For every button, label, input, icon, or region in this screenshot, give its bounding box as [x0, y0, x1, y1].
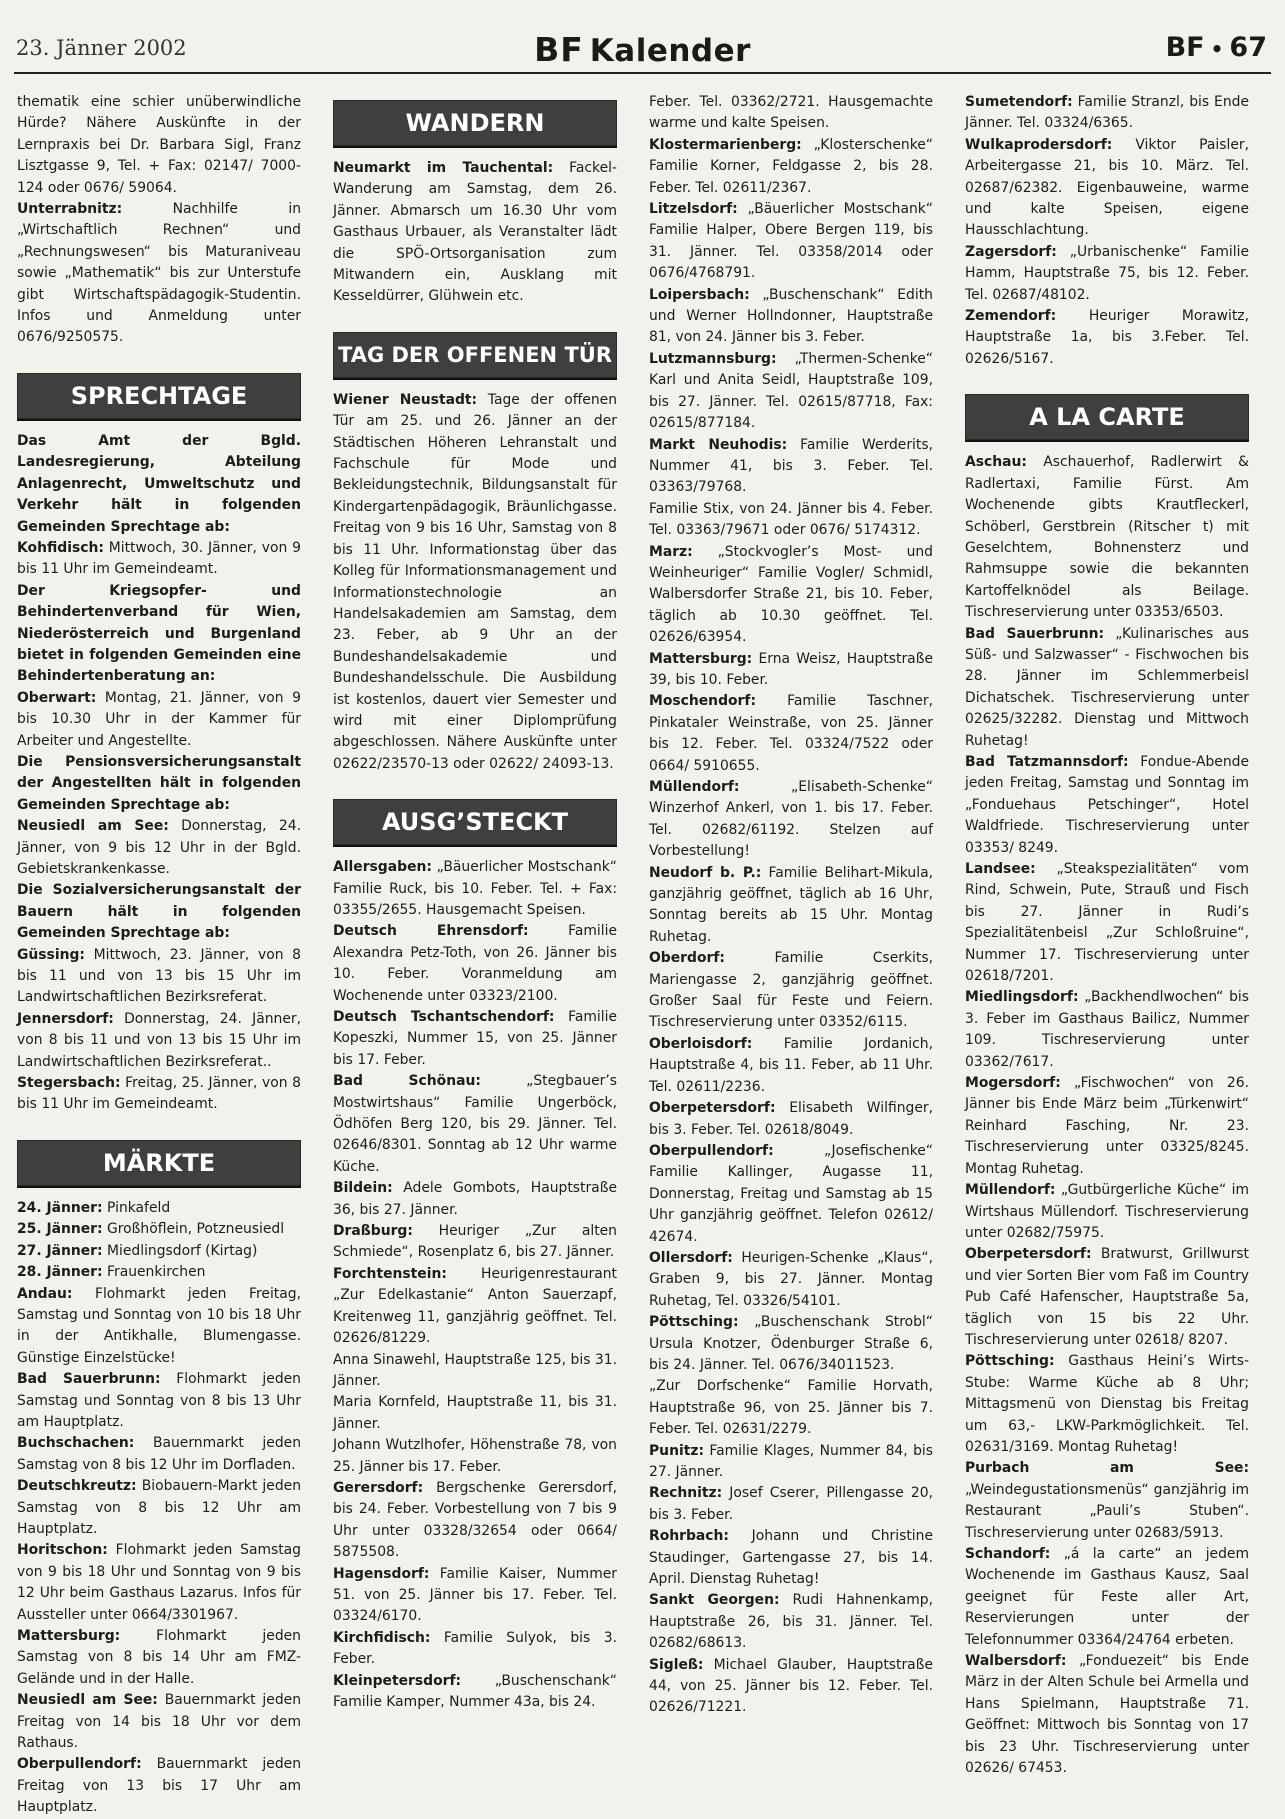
entry-text: Familie Cserkits, Mariengasse 2, ganzjährig geöffnet. Großer Saal für Feste und Feiern. Tischreservierung unter 03352/6115.	[649, 950, 933, 1031]
entry-place: Wulkaprodersdorf:	[965, 136, 1113, 153]
entry-text: „Steakspezialitäten“ vom Rind, Schwein, Pute, Strauß und Fisch bis 27. Jänner in Rudi’s Spezialitätenbeisl „Zur Schloßruine“, Nummer 17. Tischreservierung unter 02618/7201.	[965, 861, 1249, 985]
calendar-entry	[17, 1433, 301, 1476]
section-title-a-la-carte: A LA CARTE	[965, 394, 1249, 442]
calendar-entry	[965, 1244, 1249, 1351]
entry-text: „Buschenschank Strobl“ Ursula Knotzer, Ödenburger Straße 6, bis 24. Jänner. Tel. 0676/34011523.	[649, 1314, 933, 1373]
entry-place: Forchtenstein:	[333, 1265, 447, 1282]
entry-text: Flohmarkt jeden Samstag von 9 bis 18 Uhr und Sonntag von 9 bis 12 Uhr beim Gasthaus Lazarus. Infos für Aussteller unter 0664/3301967.	[17, 1542, 301, 1623]
entry-text: Josef Cserer, Pillengasse 20, bis 3. Feber.	[649, 1485, 933, 1523]
entry-text: Familie Stix, von 24. Jänner bis 4. Feber. Tel. 03363/79671 oder 0676/ 5174312.	[649, 500, 933, 539]
offene-tuer-entries	[333, 390, 617, 775]
calendar-entry	[965, 987, 1249, 1073]
calendar-entry	[965, 624, 1249, 752]
entry-text: Flohmarkt jeden Freitag, Samstag und Sonntag von 10 bis 18 Uhr in der Antikhalle, Blumengasse. Günstige Einzelstücke!	[17, 1285, 301, 1366]
calendar-entry	[17, 1262, 301, 1283]
entry-place: Markt Neuhodis:	[649, 436, 788, 453]
entry-place: Zemendorf:	[965, 308, 1057, 325]
entry-text: Viktor Paisler, Arbeitergasse 21, bis 10. März. Tel. 02687/62382. Eigenbauweine, warme und kalte Speisen, eigene Hausschlachtung.	[965, 136, 1249, 239]
ausgsteckt-continued-entries	[649, 92, 933, 1719]
entry-text: Familie Klages, Nummer 84, bis 27. Jänner.	[649, 1442, 933, 1480]
entry-text: Aschauerhof, Radlerwirt & Radlertaxi, Familie Fürst. Am Wochenende gibts Krautfleckerl, Schöberl, Gerstbrein (Ritscher t) mit Geselchtem, Bohnensterz und Rahmsuppe sowie die bekannten Kartoffelknödel als Beilage. Tischreservierung unter 03353/6503.	[965, 454, 1249, 621]
calendar-entry	[649, 1590, 933, 1654]
calendar-entry	[649, 1526, 933, 1590]
calendar-entry	[333, 1671, 617, 1714]
calendar-entry	[333, 1564, 617, 1628]
ausgsteckt-continued-entries-2	[965, 92, 1249, 370]
entry-text: „Bäuerlicher Mostschank“ Familie Halper, Obere Bergen 119, bis 31. Jänner. Tel. 03358/2014 oder 0676/4768791.	[649, 201, 933, 282]
page-header	[14, 30, 1271, 74]
calendar-entry	[965, 859, 1249, 987]
calendar-entry	[649, 499, 933, 542]
entry-place: Bad Tatzmannsdorf:	[965, 753, 1129, 770]
calendar-entry	[17, 1073, 301, 1116]
brand-logo: BF	[534, 30, 584, 69]
entry-text: „Gutbürgerliche Küche“ im Wirtshaus Müllendorf. Tischreservierung unter 02682/75975.	[965, 1182, 1249, 1241]
entry-place: Kirchfidisch:	[333, 1629, 431, 1646]
entry-text: Familie Sulyok, bis 3. Feber.	[333, 1629, 617, 1668]
entry-text: Mittwoch, 30. Jänner, von 9 bis 11 Uhr im Gemeindeamt.	[17, 539, 301, 578]
entry-text: Adele Gombots, Hauptstraße 36, bis 27. Jänner.	[333, 1180, 617, 1218]
calendar-entry	[965, 135, 1249, 242]
calendar-entry	[333, 857, 617, 921]
entry-text: Fackel-Wanderung am Samstag, dem 26. Jänner. Abmarsch um 16.30 Uhr vom Gasthaus Urbauer, als Veranstalter lädt die SPÖ-Ortsorganisation zum Mitwandern ein, Ausklang mit Kesseldürrer, Glühwein etc.	[333, 160, 617, 305]
entry-text: Flohmarkt jeden Samstag und Sonntag von 8 bis 13 Uhr am Hauptplatz.	[17, 1371, 301, 1430]
entry-text: Gasthaus Heini’s Wirts-Stube: Warme Küche ab 8 Uhr; Mittagsmenü von Dienstag bis Freitag um 63,- LKW-Parkmöglichkeit. Tel. 02631/3169. Montag Ruhetag!	[965, 1353, 1249, 1455]
calendar-entry	[333, 1264, 617, 1350]
entry-text: „Stockvogler’s Most- und Weinheuriger“ Familie Vogler/ Schmidl, Walbersdorfer Straße 21, bis 10. Feber, täglich ab 10.30 geöffnet. Tel. 02626/63954.	[649, 543, 933, 646]
calendar-entry	[17, 1284, 301, 1370]
entry-text: Bauernmarkt jeden Samstag von 8 bis 12 Uhr im Dorfladen.	[17, 1435, 301, 1473]
entry-place: Wiener Neustadt:	[333, 391, 478, 408]
entry-place: Bildein:	[333, 1180, 393, 1197]
entry-place: Müllendorf:	[649, 779, 740, 795]
entry-place: Sankt Georgen:	[649, 1592, 780, 1609]
calendar-entry	[333, 1221, 617, 1264]
entry-place: Oberloisdorf:	[649, 1035, 753, 1052]
calendar-entry	[17, 1690, 301, 1754]
entry-text: „Weindegustationsmenüs“ ganzjährig im Restaurant „Pauli’s Stuben“. Tischreservierung unter 02683/5913.	[965, 1481, 1249, 1541]
entry-place: Güssing:	[17, 946, 85, 963]
entry-text: Flohmarkt jeden Samstag von 8 bis 14 Uhr am FMZ-Gelände und in der Halle.	[17, 1628, 301, 1687]
entry-place: Walbersdorf:	[965, 1653, 1067, 1670]
calendar-entry	[333, 1478, 617, 1564]
entry-place: Müllendorf:	[965, 1182, 1056, 1199]
page-separator: •	[1210, 36, 1224, 61]
entry-place: Sigleß:	[649, 1656, 704, 1673]
entry-place: Rechnitz:	[649, 1485, 723, 1502]
entry-text: Bratwurst, Grillwurst und vier Sorten Bier vom Faß im Country Pub Café Hafenscher, Hauptstraße 5a, täglich von 15 bis 22 Uhr. Tischreservierung unter 02618/ 8207.	[965, 1246, 1249, 1348]
calendar-entry	[333, 1392, 617, 1435]
calendar-entry	[17, 581, 301, 688]
page-number: 67	[1229, 32, 1267, 63]
entry-text: Mittwoch, 23. Jänner, von 8 bis 11 und von 13 bis 15 Uhr im Landwirtschaftlichen Bezirksreferat.	[17, 946, 301, 1006]
entry-place: Draßburg:	[333, 1223, 413, 1240]
calendar-entry	[649, 349, 933, 435]
entry-text: „Josefischenke“ Familie Kallinger, Augasse 11, Donnerstag, Freitag und Samstag ab 15 Uhr ganzjährig geöffnet. Telefon 02612/ 42674.	[649, 1142, 933, 1245]
a-la-carte-entries	[965, 452, 1249, 1779]
entry-text: Familie Kaiser, Nummer 51. von 25. Jänner bis 17. Feber. Tel. 03324/6170.	[333, 1565, 617, 1625]
entry-place: Litzelsdorf:	[649, 201, 738, 218]
calendar-entry	[965, 452, 1249, 623]
page-number-block	[1166, 32, 1267, 63]
entry-place: Mogersdorf:	[965, 1075, 1061, 1092]
entry-text: „Elisabeth-Schenke“ Winzerhof Ankerl, von 1. bis 17. Feber. Tel. 02682/61192. Stelzen auf Vorbestellung!	[649, 779, 933, 860]
entry-place: Punitz:	[649, 1442, 704, 1459]
entry-place: Hagensdorf:	[333, 1565, 430, 1582]
entry-text: Familie Werderits, Nummer 41, bis 3. Feber. Tel. 03363/79768.	[649, 436, 933, 496]
entry-place: Sumetendorf:	[965, 94, 1073, 110]
calendar-entry	[17, 752, 301, 816]
entry-place: Oberpullendorf:	[649, 1142, 774, 1159]
entry-text: „Bäuerlicher Mostschank“ Familie Ruck, bis 10. Feber. Tel. + Fax: 03355/2655. Hausgemacht Speisen.	[333, 859, 617, 918]
section-title-wandern: WANDERN	[333, 100, 617, 148]
entry-place: Neudorf b. P.:	[649, 864, 762, 881]
text-paragraph: thematik eine schier unüberwindliche Hürde? Nähere Auskünfte in der Lernpraxis bei Dr. Barbara Sigl, Franz Lisztgasse 9, Tel. + Fax: 02147/ 7000-124 oder 0676/ 59064.	[17, 94, 301, 196]
calendar-entry	[649, 1483, 933, 1526]
entry-text: „Fonduezeit“ bis Ende März in der Alten Schule bei Armella und Hans Spielmann, Hauptstraße 71. Geöffnet: Mittwoch bis Sonntag von 17 bis 23 Uhr. Tischreservierung unter 02626/ 67453.	[965, 1653, 1249, 1777]
entry-text: Bergschenke Gerersdorf, bis 24. Feber. Vorbestellung von 7 bis 9 Uhr unter 03328/32654 oder 0664/ 5875508.	[333, 1479, 617, 1561]
entry-place: Mattersburg:	[17, 1628, 121, 1644]
entry-text: Johann und Christine Staudinger, Gartengasse 27, bis 14. April. Dienstag Ruhetag!	[649, 1528, 933, 1588]
entry-place: Zagersdorf:	[965, 243, 1057, 260]
calendar-entry	[649, 1141, 933, 1248]
entry-lead: Das Amt der Bgld. Landesregierung, Abteilung Anlagenrecht, Umweltschutz und Verkehr hält in folgenden Gemeinden Sprechtage ab:	[17, 432, 301, 535]
entry-place: Bad Sauerbrunn:	[965, 625, 1105, 642]
entry-text: „Stegbauer’s Mostwirtshaus“ Familie Ungerböck, Ödhöfen Berg 120, bis 29. Jänner. Tel. 02646/8301. Sonntag ab 12 Uhr warme Küche.	[333, 1073, 617, 1175]
entry-place: Neusiedl am See:	[17, 1692, 158, 1709]
entry-place: Rohrbach:	[649, 1528, 729, 1545]
calendar-entry	[965, 306, 1249, 370]
calendar-entry	[965, 1351, 1249, 1458]
calendar-entry	[17, 880, 301, 944]
intro-block	[17, 92, 301, 199]
calendar-entry	[965, 92, 1249, 135]
entry-place: Schandorf:	[965, 1546, 1051, 1562]
calendar-entry	[649, 1248, 933, 1312]
entry-text: Donnerstag, 24. Jänner, von 8 bis 11 und von 13 bis 15 Uhr im Landwirtschaftlichen Bezirksreferat..	[17, 1010, 301, 1070]
entry-text: Elisabeth Wilfinger, bis 3. Feber. Tel. 02618/8049.	[649, 1100, 933, 1138]
calendar-entry	[333, 1178, 617, 1221]
entry-text: Rudi Hahnenkamp, Hauptstraße 26, bis 31. Jänner. Tel. 02682/68613.	[649, 1592, 933, 1652]
entry-place: 27. Jänner:	[17, 1242, 103, 1259]
calendar-entry	[333, 1071, 617, 1178]
calendar-entry	[649, 285, 933, 349]
entry-place: Ollersdorf:	[649, 1249, 733, 1266]
entry-place: Klostermarienberg:	[649, 136, 802, 153]
entry-place: Deutsch Ehrensdorf:	[333, 923, 529, 940]
calendar-entry	[649, 948, 933, 1034]
section-heading	[14, 30, 1271, 69]
entry-text: Feber. Tel. 03362/2721. Hausgemachte warme und kalte Speisen.	[649, 94, 933, 132]
calendar-entry	[17, 431, 301, 538]
calendar-entry	[649, 1376, 933, 1440]
calendar-entry	[965, 1073, 1249, 1180]
entry-text: Bauernmarkt jeden Freitag von 13 bis 17 Uhr am Hauptplatz.	[17, 1756, 301, 1816]
calendar-entry	[649, 691, 933, 777]
calendar-entry	[965, 1544, 1249, 1651]
entry-text: Familie Belihart-Mikula, ganzjährig geöffnet, täglich ab 16 Uhr, Sonntag bereits ab 15 Uhr. Montag Ruhetag.	[649, 864, 933, 945]
entry-place: Oberwart:	[17, 689, 97, 706]
entry-place: Kohfidisch:	[17, 539, 104, 556]
entry-place: Horitschon:	[17, 1542, 108, 1559]
entry-place: 25. Jänner:	[17, 1221, 103, 1238]
entry-place: Deutschkreutz:	[17, 1478, 137, 1495]
entry-place: Bad Schönau:	[333, 1073, 481, 1090]
calendar-entry	[17, 1009, 301, 1073]
entry-text: Michael Glauber, Hauptstraße 44, von 25. Jänner bis 12. Feber. Tel. 02626/71221.	[649, 1656, 933, 1716]
calendar-entry	[649, 777, 933, 863]
calendar-entry	[649, 135, 933, 199]
calendar-entry	[649, 199, 933, 285]
entry-text: Fondue-Abende jeden Freitag, Samstag und Sonntag im „Fonduehaus Petschinger“, Hotel Waldfriede. Tischreservierung unter 03353/ 8249.	[965, 753, 1249, 856]
calendar-entry	[649, 92, 933, 135]
entry-text: „Buschenschank“ Edith und Werner Hollndonner, Hauptstraße 81, von 24. Jänner bis 3. Feber.	[649, 286, 933, 346]
calendar-entry	[649, 1098, 933, 1141]
entry-lead: Die Sozialversicherungsanstalt der Bauern hält in folgenden Gemeinden Sprechtage ab:	[17, 882, 301, 942]
entry-place: Gerersdorf:	[333, 1479, 424, 1496]
entry-text: Heurigen-Schenke „Klaus“, Graben 9, bis 27. Jänner. Montag Ruhetag, Tel. 03326/54101.	[649, 1249, 933, 1309]
calendar-entry	[649, 1312, 933, 1376]
calendar-entry	[17, 1626, 301, 1690]
entry-text: Heurigenrestaurant „Zur Edelkastanie“ Anton Sauerzapf, Kreitenweg 11, ganzjährig geöffnet. Tel. 02626/81229.	[333, 1265, 617, 1347]
entry-place: Loipersbach:	[649, 286, 750, 303]
calendar-entry	[17, 1241, 301, 1262]
calendar-entry	[17, 1369, 301, 1433]
entry-text: Familie Stranzl, bis Ende Jänner. Tel. 03324/6365.	[965, 94, 1249, 132]
calendar-entry	[965, 752, 1249, 859]
entry-place: Mattersburg:	[649, 650, 753, 667]
calendar-entry	[17, 945, 301, 1009]
entry-place: Neumarkt im Tauchental:	[333, 160, 554, 176]
calendar-entry	[649, 1655, 933, 1719]
entry-place: Neusiedl am See:	[17, 818, 169, 835]
entry-place: Purbach am See:	[965, 1460, 1249, 1477]
entry-text: Tage der offenen Tür am 25. und 26. Jänner an der Städtischen Höheren Lehranstalt und Fachschule für Mode und Bekleidungstechnik, Bildungsanstalt für Kindergartenpädagogik, Bräunlichgasse. Freitag von 9 bis 16 Uhr, Samstag von 8 bis 11 Uhr. Informationstag über das Kolleg für Informationsmanagement und Informationstechnologie an Handelsakademien am Samstag, dem 23. Feber, ab 9 Uhr an der Bundeshandelsakademie und Bundeshandelsschule. Die Ausbildung ist kostenlos, dauert vier Semester und wird mit einer Diplomprüfung abgeschlossen. Nähere Auskünfte unter 02622/23570-13 oder 02622/ 24093-13.	[333, 391, 617, 772]
entry-place: Buchschachen:	[17, 1435, 135, 1452]
entry-text: Montag, 21. Jänner, von 9 bis 10.30 Uhr in der Kammer für Arbeiter und Angestellte.	[17, 689, 301, 749]
entry-place: Stegersbach:	[17, 1075, 121, 1092]
entry-place: Oberpullendorf:	[17, 1756, 142, 1773]
issue-date: 23. Jänner 2002	[16, 36, 187, 60]
entry-text: Maria Kornfeld, Hauptstraße 11, bis 31. Jänner.	[333, 1394, 617, 1432]
section-name: Kalender	[589, 33, 751, 69]
entry-place: 28. Jänner:	[17, 1264, 103, 1281]
entry-text: Freitag, 25. Jänner, von 8 bis 11 Uhr im Gemeindeamt.	[17, 1075, 301, 1113]
entry-place: Miedlingsdorf:	[965, 989, 1079, 1006]
entry-text: „Klosterschenke“ Familie Korner, Feldgasse 2, bis 28. Feber. Tel. 02611/2367.	[649, 136, 933, 196]
calendar-entry	[965, 242, 1249, 306]
entry-text: Familie Jordanich, Hauptstraße 4, bis 11. Feber, ab 11 Uhr. Tel. 02611/2236.	[649, 1035, 933, 1095]
entry-text: Frauenkirchen	[102, 1264, 206, 1281]
entry-place: Unterrabnitz:	[17, 201, 123, 218]
entry-place: Moschendorf:	[649, 693, 757, 710]
entry-text: Biobauern-Markt jeden Samstag von 8 bis 12 Uhr am Hauptplatz.	[17, 1478, 301, 1537]
entry-text: „Fischwochen“ von 26. Jänner bis Ende März beim „Türkenwirt“ Reinhard Fasching, Nr. 23. Tischreservierung unter 03325/8245. Montag Ruhetag.	[965, 1075, 1249, 1177]
section-title-ausgsteckt: AUSG’STECKT	[333, 799, 617, 847]
ausgsteckt-entries	[333, 857, 617, 1713]
section-title-maerkte: MÄRKTE	[17, 1140, 301, 1188]
entry-text: Pinkafeld	[102, 1199, 171, 1216]
entry-text: Nachhilfe in „Wirtschaftlich Rechnen“ und „Rechnungswesen“ bis Maturaniveau sowie „Mathematik“ bis zur Unterstufe gibt Wirtschaftspädagogik-Studentin. Infos und Anmeldung unter 0676/9250575.	[17, 201, 301, 346]
entry-text: „Kulinarisches aus Süß- und Salzwasser“ - Fischwochen bis 28. Jänner im Schlemmerbeisl Dichatschek. Tischreservierung unter 02625/32282. Dienstag und Mittwoch Ruhetag!	[965, 625, 1250, 749]
entry-text: „Urbanischenke“ Familie Hamm, Hauptstraße 75, bis 12. Feber. Tel. 02687/48102.	[965, 243, 1249, 303]
calendar-entry	[17, 538, 301, 581]
entry-text: Familie Alexandra Petz-Toth, von 26. Jänner bis 10. Feber. Voranmeldung am Wochenende unter 03323/2100.	[333, 923, 617, 1004]
entry-text: Miedlingsdorf (Kirtag)	[102, 1242, 258, 1259]
entry-text: Heuriger „Zur alten Schmiede“, Rosenplatz 6, bis 27. Jänner.	[333, 1223, 617, 1261]
entry-place: Oberpetersdorf:	[965, 1246, 1092, 1263]
calendar-entry	[17, 1754, 301, 1818]
column-1	[17, 92, 302, 1816]
entry-place: Deutsch Tschantschendorf:	[333, 1009, 555, 1025]
calendar-entry	[17, 1198, 301, 1219]
entry-text: Anna Sinawehl, Hauptstraße 125, bis 31. Jänner.	[333, 1351, 617, 1389]
entry-text: Erna Weisz, Hauptstraße 39, bis 10. Feber.	[649, 650, 933, 688]
calendar-entry	[333, 921, 617, 1007]
calendar-entry	[649, 1441, 933, 1484]
calendar-entry	[965, 1458, 1249, 1544]
wandern-entries	[333, 158, 617, 308]
calendar-entry	[333, 1350, 617, 1393]
entry-text: „Buschenschank“ Familie Kamper, Nummer 43a, bis 24.	[333, 1672, 617, 1710]
column-4	[965, 92, 1249, 1792]
calendar-entry	[649, 542, 933, 649]
entry-place: Pöttsching:	[649, 1314, 739, 1331]
calendar-entry	[17, 1476, 301, 1540]
calendar-entry	[17, 1219, 301, 1240]
entry-place: Kleinpetersdorf:	[333, 1672, 462, 1689]
calendar-entry	[333, 390, 617, 775]
entry-text: Donnerstag, 24. Jänner, von 9 bis 12 Uhr in der Bgld. Gebietskrankenkasse.	[17, 818, 301, 877]
sprechtage-entries	[17, 431, 301, 1116]
column-3	[649, 92, 933, 1792]
entry-text: Familie Kopeszki, Nummer 15, von 25. Jänner bis 17. Feber.	[333, 1009, 617, 1068]
entry-place: Bad Sauerbrunn:	[17, 1371, 161, 1388]
intro-entries	[17, 199, 301, 349]
calendar-entry	[17, 688, 301, 752]
maerkte-entries	[17, 1198, 301, 1819]
entry-place: Allersgaben:	[333, 859, 432, 876]
calendar-entry	[649, 649, 933, 692]
page-brand: BF	[1165, 32, 1205, 63]
entry-text: Familie Taschner, Pinkataler Weinstraße, von 25. Jänner bis 12. Feber. Tel. 03324/7522 oder 0664/ 5910655.	[649, 693, 933, 774]
calendar-entry	[333, 1628, 617, 1671]
calendar-entry	[333, 1435, 617, 1478]
entry-place: 24. Jänner:	[17, 1199, 103, 1216]
section-title-offene-tuer: TAG DER OFFENEN TÜR	[333, 332, 617, 380]
calendar-entry	[17, 199, 301, 349]
entry-text: „Zur Dorfschenke“ Familie Horvath, Hauptstraße 96, von 25. Jänner bis 7. Feber. Tel. 02631/2279.	[649, 1378, 933, 1438]
entry-text: Johann Wutzlhofer, Höhenstraße 78, von 25. Jänner bis 17. Feber.	[333, 1437, 617, 1475]
entry-place: Oberpetersdorf:	[649, 1100, 776, 1117]
entry-place: Pöttsching:	[965, 1353, 1055, 1370]
entry-place: Marz:	[649, 543, 693, 560]
calendar-entry	[649, 863, 933, 949]
entry-lead: Der Kriegsopfer- und Behindertenverband für Wien, Niederösterreich und Burgenland bietet in folgenden Gemeinden eine Behindertenberatung an:	[17, 582, 301, 685]
calendar-entry	[965, 1180, 1249, 1244]
calendar-entry	[17, 1540, 301, 1626]
entry-text: Heuriger Morawitz, Hauptstraße 1a, bis 3.Feber. Tel. 02626/5167.	[965, 308, 1249, 367]
entry-place: Oberdorf:	[649, 950, 725, 967]
entry-text: Bauernmarkt jeden Freitag von 14 bis 18 Uhr vor dem Rathaus.	[17, 1692, 302, 1752]
entry-text: „á la carte“ an jedem Wochenende im Gasthaus Kausz, Saal geeignet für Feste aller Art, Reservierungen unter der Telefonnummer 03364/24764 erbeten.	[965, 1546, 1249, 1648]
section-title-sprechtage: SPRECHTAGE	[17, 373, 301, 421]
calendar-entry	[333, 1007, 617, 1071]
entry-lead: Die Pensionsversicherungsanstalt der Angestellten hält in folgenden Gemeinden Sprechtage ab:	[17, 753, 301, 813]
calendar-entry	[17, 816, 301, 880]
calendar-entry	[649, 1034, 933, 1098]
entry-text: „Thermen-Schenke“ Karl und Anita Seidl, Hauptstraße 109, bis 27. Jänner. Tel. 02615/87718, Fax: 02615/877184.	[649, 350, 933, 432]
entry-place: Lutzmannsburg:	[649, 350, 777, 367]
entry-place: Aschau:	[965, 454, 1027, 471]
calendar-entry	[333, 158, 617, 308]
entry-place: Jennersdorf:	[17, 1010, 114, 1027]
entry-place: Landsee:	[965, 861, 1036, 877]
column-2	[333, 92, 617, 1792]
entry-text: „Backhendlwochen“ bis 3. Feber im Gasthaus Bailicz, Nummer 109. Tischreservierung unter 03362/7617.	[965, 989, 1249, 1070]
entry-place: Andau:	[17, 1285, 73, 1302]
entry-text: Großhöflein, Potzneusiedl	[102, 1221, 285, 1238]
calendar-entry	[649, 435, 933, 499]
calendar-entry	[965, 1651, 1249, 1779]
